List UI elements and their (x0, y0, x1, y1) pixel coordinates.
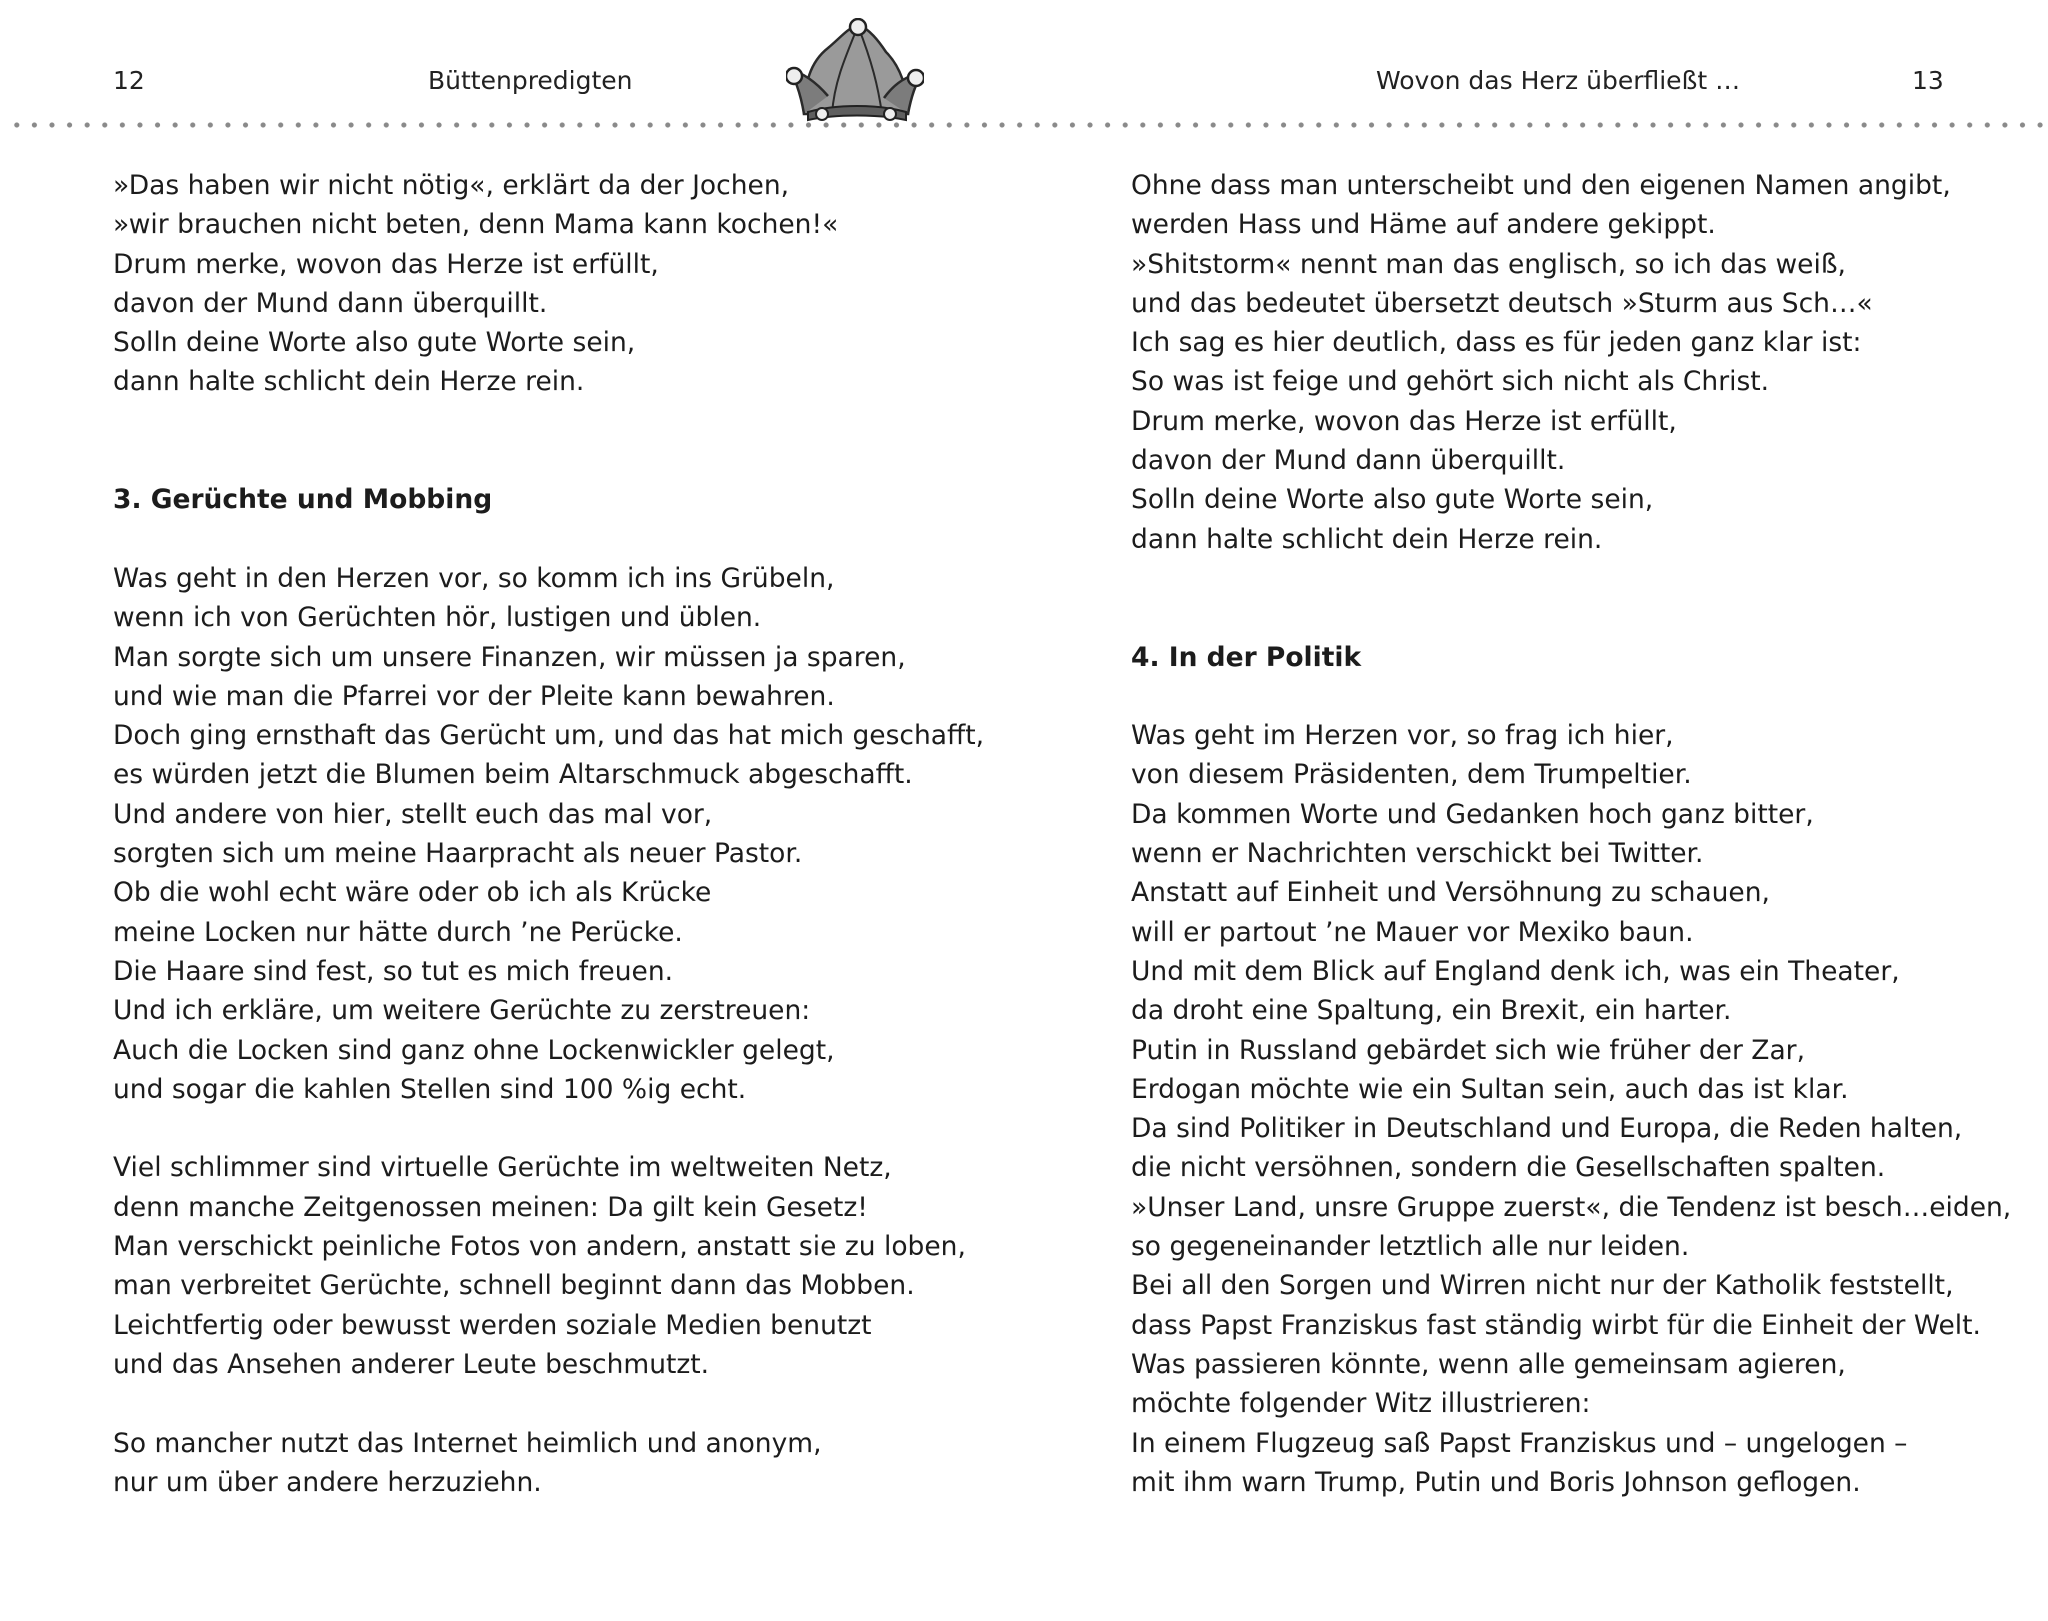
text-line: Da kommen Worte und Gedanken hoch ganz bitter, (1131, 798, 1814, 830)
text-line: Die Haare sind fest, so tut es mich freuen. (113, 955, 674, 987)
text-line: Und andere von hier, stellt euch das mal vor, (113, 798, 713, 830)
paragraph (113, 559, 1013, 1109)
text-line: Doch ging ernsthaft das Gerücht um, und das hat mich geschafft, (113, 720, 985, 752)
text-line: Viel schlimmer sind virtuelle Gerüchte im weltweiten Netz, (113, 1152, 892, 1184)
text-line: wenn ich von Gerüchten hör, lustigen und üblen. (113, 602, 762, 634)
paragraph (1131, 166, 2031, 559)
paragraph (113, 1148, 1013, 1384)
right-running-title: Wovon das Herz überfließt … (1376, 66, 1741, 95)
text-line: und das Ansehen anderer Leute beschmutzt. (113, 1348, 710, 1380)
text-line: es würden jetzt die Blumen beim Altarschmuck abgeschafft. (113, 759, 913, 791)
section-heading: 4. In der Politik (1131, 641, 1362, 673)
text-line: So was ist feige und gehört sich nicht als Christ. (1131, 366, 1770, 398)
text-line: man verbreitet Gerüchte, schnell beginnt dann das Mobben. (113, 1270, 915, 1302)
text-line: Drum merke, wovon das Herze ist erfüllt, (113, 248, 659, 280)
paragraph (113, 1424, 1013, 1503)
text-line: Solln deine Worte also gute Worte sein, (113, 327, 636, 359)
text-line: so gegeneinander letztlich alle nur leiden. (1131, 1231, 1690, 1263)
text-line: »Unser Land, unsre Gruppe zuerst«, die Tendenz ist besch…eiden, (1131, 1191, 2012, 1223)
text-line: Ohne dass man unterscheibt und den eigenen Namen angibt, (1131, 170, 1951, 201)
text-line: Man sorgte sich um unsere Finanzen, wir müssen ja sparen, (113, 641, 906, 673)
text-line: da droht eine Spaltung, ein Brexit, ein harter. (1131, 995, 1732, 1027)
text-line: Ob die wohl echt wäre oder ob ich als Krücke (113, 877, 712, 909)
text-line: die nicht versöhnen, sondern die Gesellschaften spalten. (1131, 1152, 1886, 1184)
left-page-number: 12 (113, 66, 145, 95)
text-line: Auch die Locken sind ganz ohne Lockenwickler gelegt, (113, 1034, 835, 1066)
text-line: Putin in Russland gebärdet sich wie früher der Zar, (1131, 1034, 1806, 1066)
text-line: Was geht im Herzen vor, so frag ich hier, (1131, 720, 1674, 752)
text-line: So mancher nutzt das Internet heimlich und anonym, (113, 1427, 822, 1459)
text-line: werden Hass und Häme auf andere gekippt. (1131, 209, 1716, 241)
text-line: »wir brauchen nicht beten, denn Mama kann kochen!« (113, 209, 839, 241)
text-line: Und ich erkläre, um weitere Gerüchte zu zerstreuen: (113, 995, 811, 1027)
text-line: »Das haben wir nicht nötig«, erklärt da der Jochen, (113, 170, 790, 201)
text-line: Solln deine Worte also gute Worte sein, (1131, 484, 1654, 516)
text-line: und wie man die Pfarrei vor der Pleite kann bewahren. (113, 680, 835, 712)
text-line: Ich sag es hier deutlich, dass es für jeden ganz klar ist: (1131, 327, 1862, 359)
text-line: Anstatt auf Einheit und Versöhnung zu schauen, (1131, 877, 1770, 909)
text-line: Drum merke, wovon das Herze ist erfüllt, (1131, 405, 1677, 437)
section-heading: 3. Gerüchte und Mobbing (113, 484, 493, 516)
paragraph (113, 166, 1013, 402)
text-line: dann halte schlicht dein Herze rein. (113, 366, 585, 398)
text-line: und das bedeutet übersetzt deutsch »Sturm aus Sch…« (1131, 287, 1873, 319)
text-line: Man verschickt peinliche Fotos von andern, anstatt sie zu loben, (113, 1231, 966, 1263)
jester-hat-icon (786, 18, 924, 122)
text-line: Erdogan möchte wie ein Sultan sein, auch das ist klar. (1131, 1073, 1849, 1105)
text-line: denn manche Zeitgenossen meinen: Da gilt kein Gesetz! (113, 1191, 868, 1223)
text-line: Bei all den Sorgen und Wirren nicht nur der Katholik feststellt, (1131, 1270, 1954, 1302)
text-line: davon der Mund dann überquillt. (113, 287, 548, 319)
text-line: möchte folgender Witz illustrieren: (1131, 1388, 1591, 1420)
text-line: In einem Flugzeug saß Papst Franziskus und – ungelogen – (1131, 1427, 1908, 1459)
text-line: Da sind Politiker in Deutschland und Europa, die Reden halten, (1131, 1113, 1963, 1145)
text-line: Was passieren könnte, wenn alle gemeinsam agieren, (1131, 1348, 1846, 1380)
text-line: wenn er Nachrichten verschickt bei Twitter. (1131, 838, 1704, 870)
text-line: davon der Mund dann überquillt. (1131, 445, 1566, 477)
dotted-divider (8, 122, 2044, 128)
text-line: von diesem Präsidenten, dem Trumpeltier. (1131, 759, 1692, 791)
text-line: nur um über andere herzuziehn. (113, 1466, 542, 1498)
text-line: meine Locken nur hätte durch ’ne Perücke. (113, 916, 683, 948)
text-line: Was geht in den Herzen vor, so komm ich ins Grübeln, (113, 562, 835, 594)
right-page-column (1131, 166, 2031, 1502)
text-line: mit ihm warn Trump, Putin und Boris Johnson geflogen. (1131, 1466, 1861, 1498)
text-line: Und mit dem Blick auf England denk ich, was ein Theater, (1131, 955, 1900, 987)
text-line: sorgten sich um meine Haarpracht als neuer Pastor. (113, 838, 803, 870)
left-page-column (113, 166, 1013, 1502)
text-line: »Shitstorm« nennt man das englisch, so ich das weiß, (1131, 248, 1846, 280)
text-line: dann halte schlicht dein Herze rein. (1131, 523, 1603, 555)
right-page-number: 13 (1912, 66, 1944, 95)
text-line: dass Papst Franziskus fast ständig wirbt für die Einheit der Welt. (1131, 1309, 1981, 1341)
text-line: Leichtfertig oder bewusst werden soziale Medien benutzt (113, 1309, 872, 1341)
text-line: und sogar die kahlen Stellen sind 100 %ig echt. (113, 1073, 747, 1105)
paragraph (1131, 716, 2031, 1502)
left-running-title: Büttenpredigten (428, 66, 633, 95)
text-line: will er partout ’ne Mauer vor Mexiko baun. (1131, 916, 1694, 948)
